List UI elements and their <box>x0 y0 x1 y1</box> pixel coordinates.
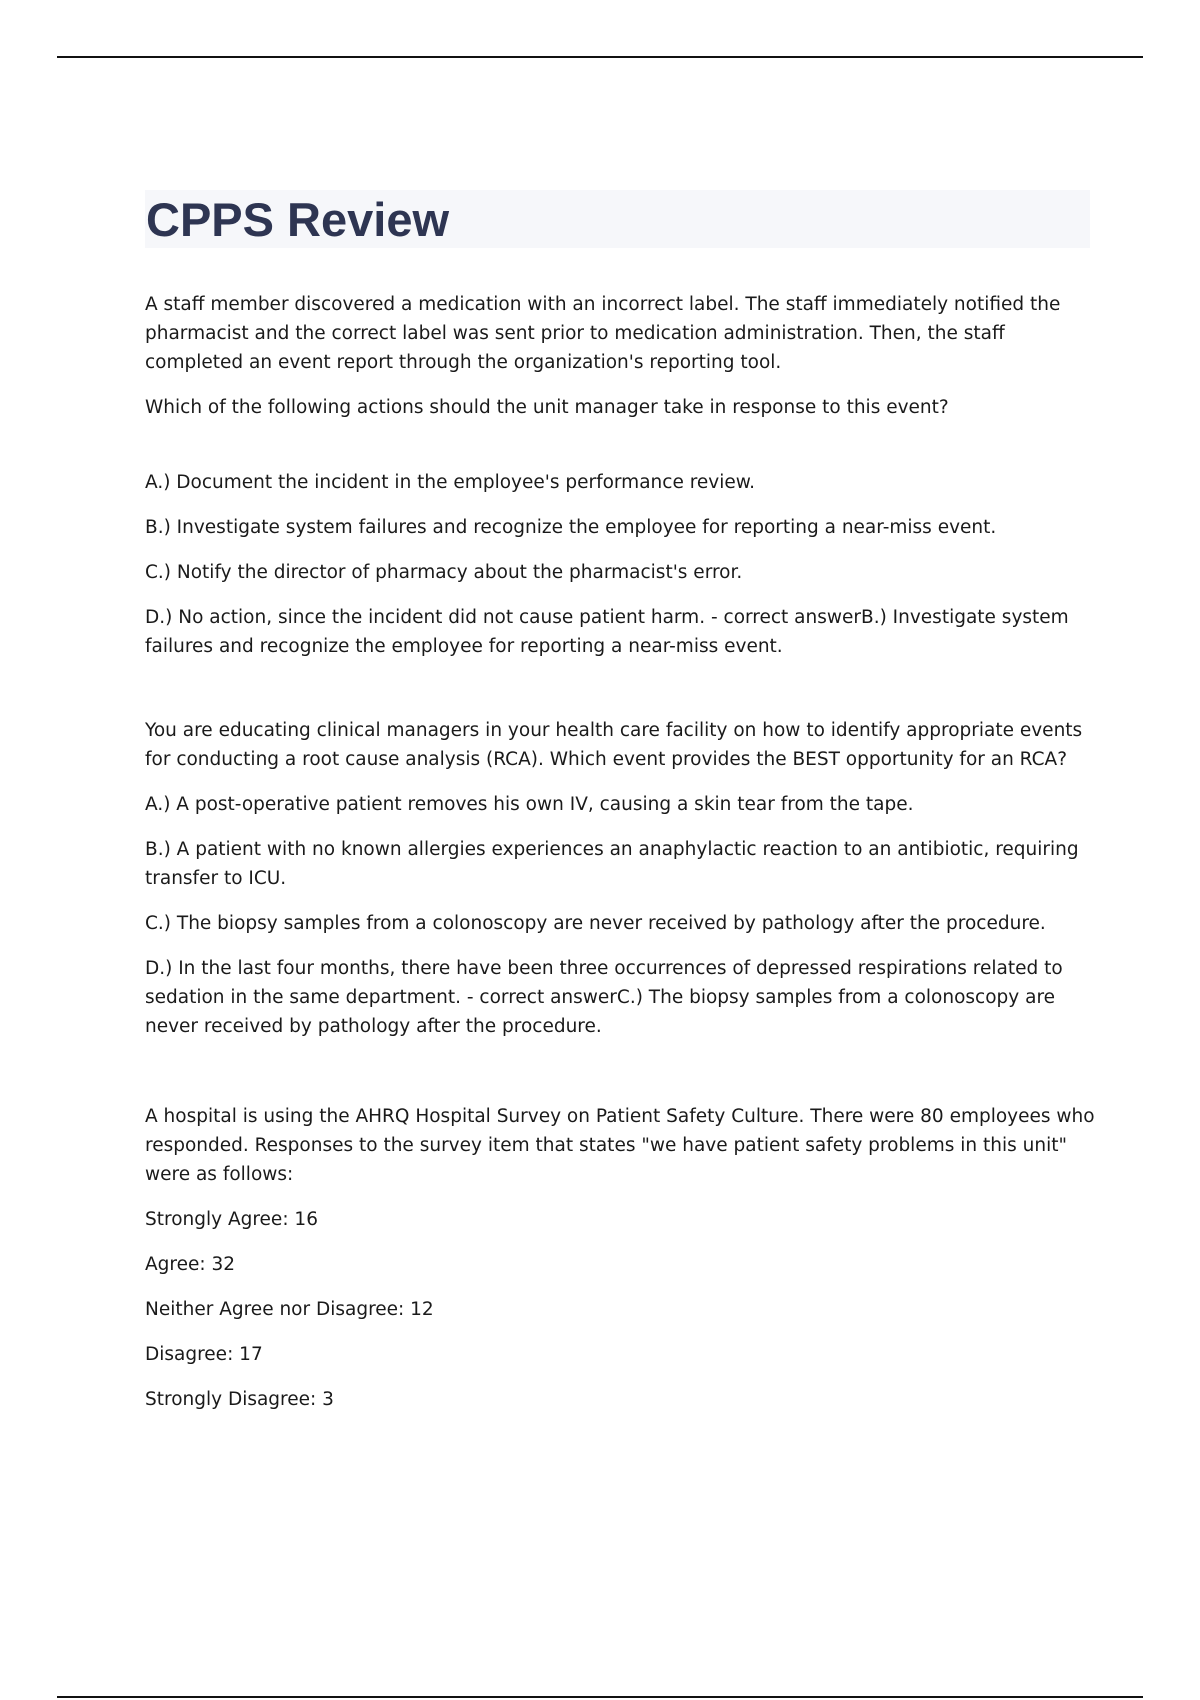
survey-response-disagree: Disagree: 17 <box>145 1344 263 1365</box>
question-3-stem: A hospital is using the AHRQ Hospital Survey on Patient Safety Culture. There were 80 employees who responded. Responses to the survey item that states "we have patient safety problems in this unit" were as follows: <box>145 1106 1095 1185</box>
question-1-option-a: A.) Document the incident in the employee's performance review. <box>145 472 756 493</box>
document-title: CPPS Review <box>146 193 450 246</box>
question-1-option-d-answer: D.) No action, since the incident did not cause patient harm. - correct answerB.) Investigate system failures and recognize the employee for reporting a near-miss event. <box>145 607 1069 657</box>
question-2-option-a: A.) A post-operative patient removes his own IV, causing a skin tear from the tape. <box>145 794 914 815</box>
question-2-stem: You are educating clinical managers in your health care facility on how to identify appropriate events for conducting a root cause analysis (RCA). Which event provides the BEST opportunity for an RCA? <box>145 720 1083 770</box>
question-2-option-b: B.) A patient with no known allergies experiences an anaphylactic reaction to an antibiotic, requiring transfer to ICU. <box>145 839 1079 889</box>
header-rule <box>57 56 1143 58</box>
document-body <box>145 290 1095 1430</box>
question-1-stem: A staff member discovered a medication with an incorrect label. The staff immediately notified the pharmacist and the correct label was sent prior to medication administration. Then, the staff completed an event report through the organization's reporting tool. <box>145 294 1061 373</box>
survey-response-strongly-agree: Strongly Agree: 16 <box>145 1209 318 1230</box>
survey-response-agree: Agree: 32 <box>145 1254 236 1275</box>
question-2-option-c: C.) The biopsy samples from a colonoscopy are never received by pathology after the procedure. <box>145 913 1046 934</box>
footer-rule <box>57 1696 1143 1698</box>
survey-response-neither: Neither Agree nor Disagree: 12 <box>145 1299 434 1320</box>
question-1-option-c: C.) Notify the director of pharmacy about the pharmacist's error. <box>145 562 743 583</box>
question-1-option-b: B.) Investigate system failures and recognize the employee for reporting a near-miss event. <box>145 517 997 538</box>
question-1-prompt: Which of the following actions should the unit manager take in response to this event? <box>145 397 949 418</box>
survey-response-strongly-disagree: Strongly Disagree: 3 <box>145 1389 334 1410</box>
question-2-option-d-answer: D.) In the last four months, there have been three occurrences of depressed respirations related to sedation in the same department. - correct answerC.) The biopsy samples from a colonoscopy are never received by pathology after the procedure. <box>145 958 1063 1037</box>
